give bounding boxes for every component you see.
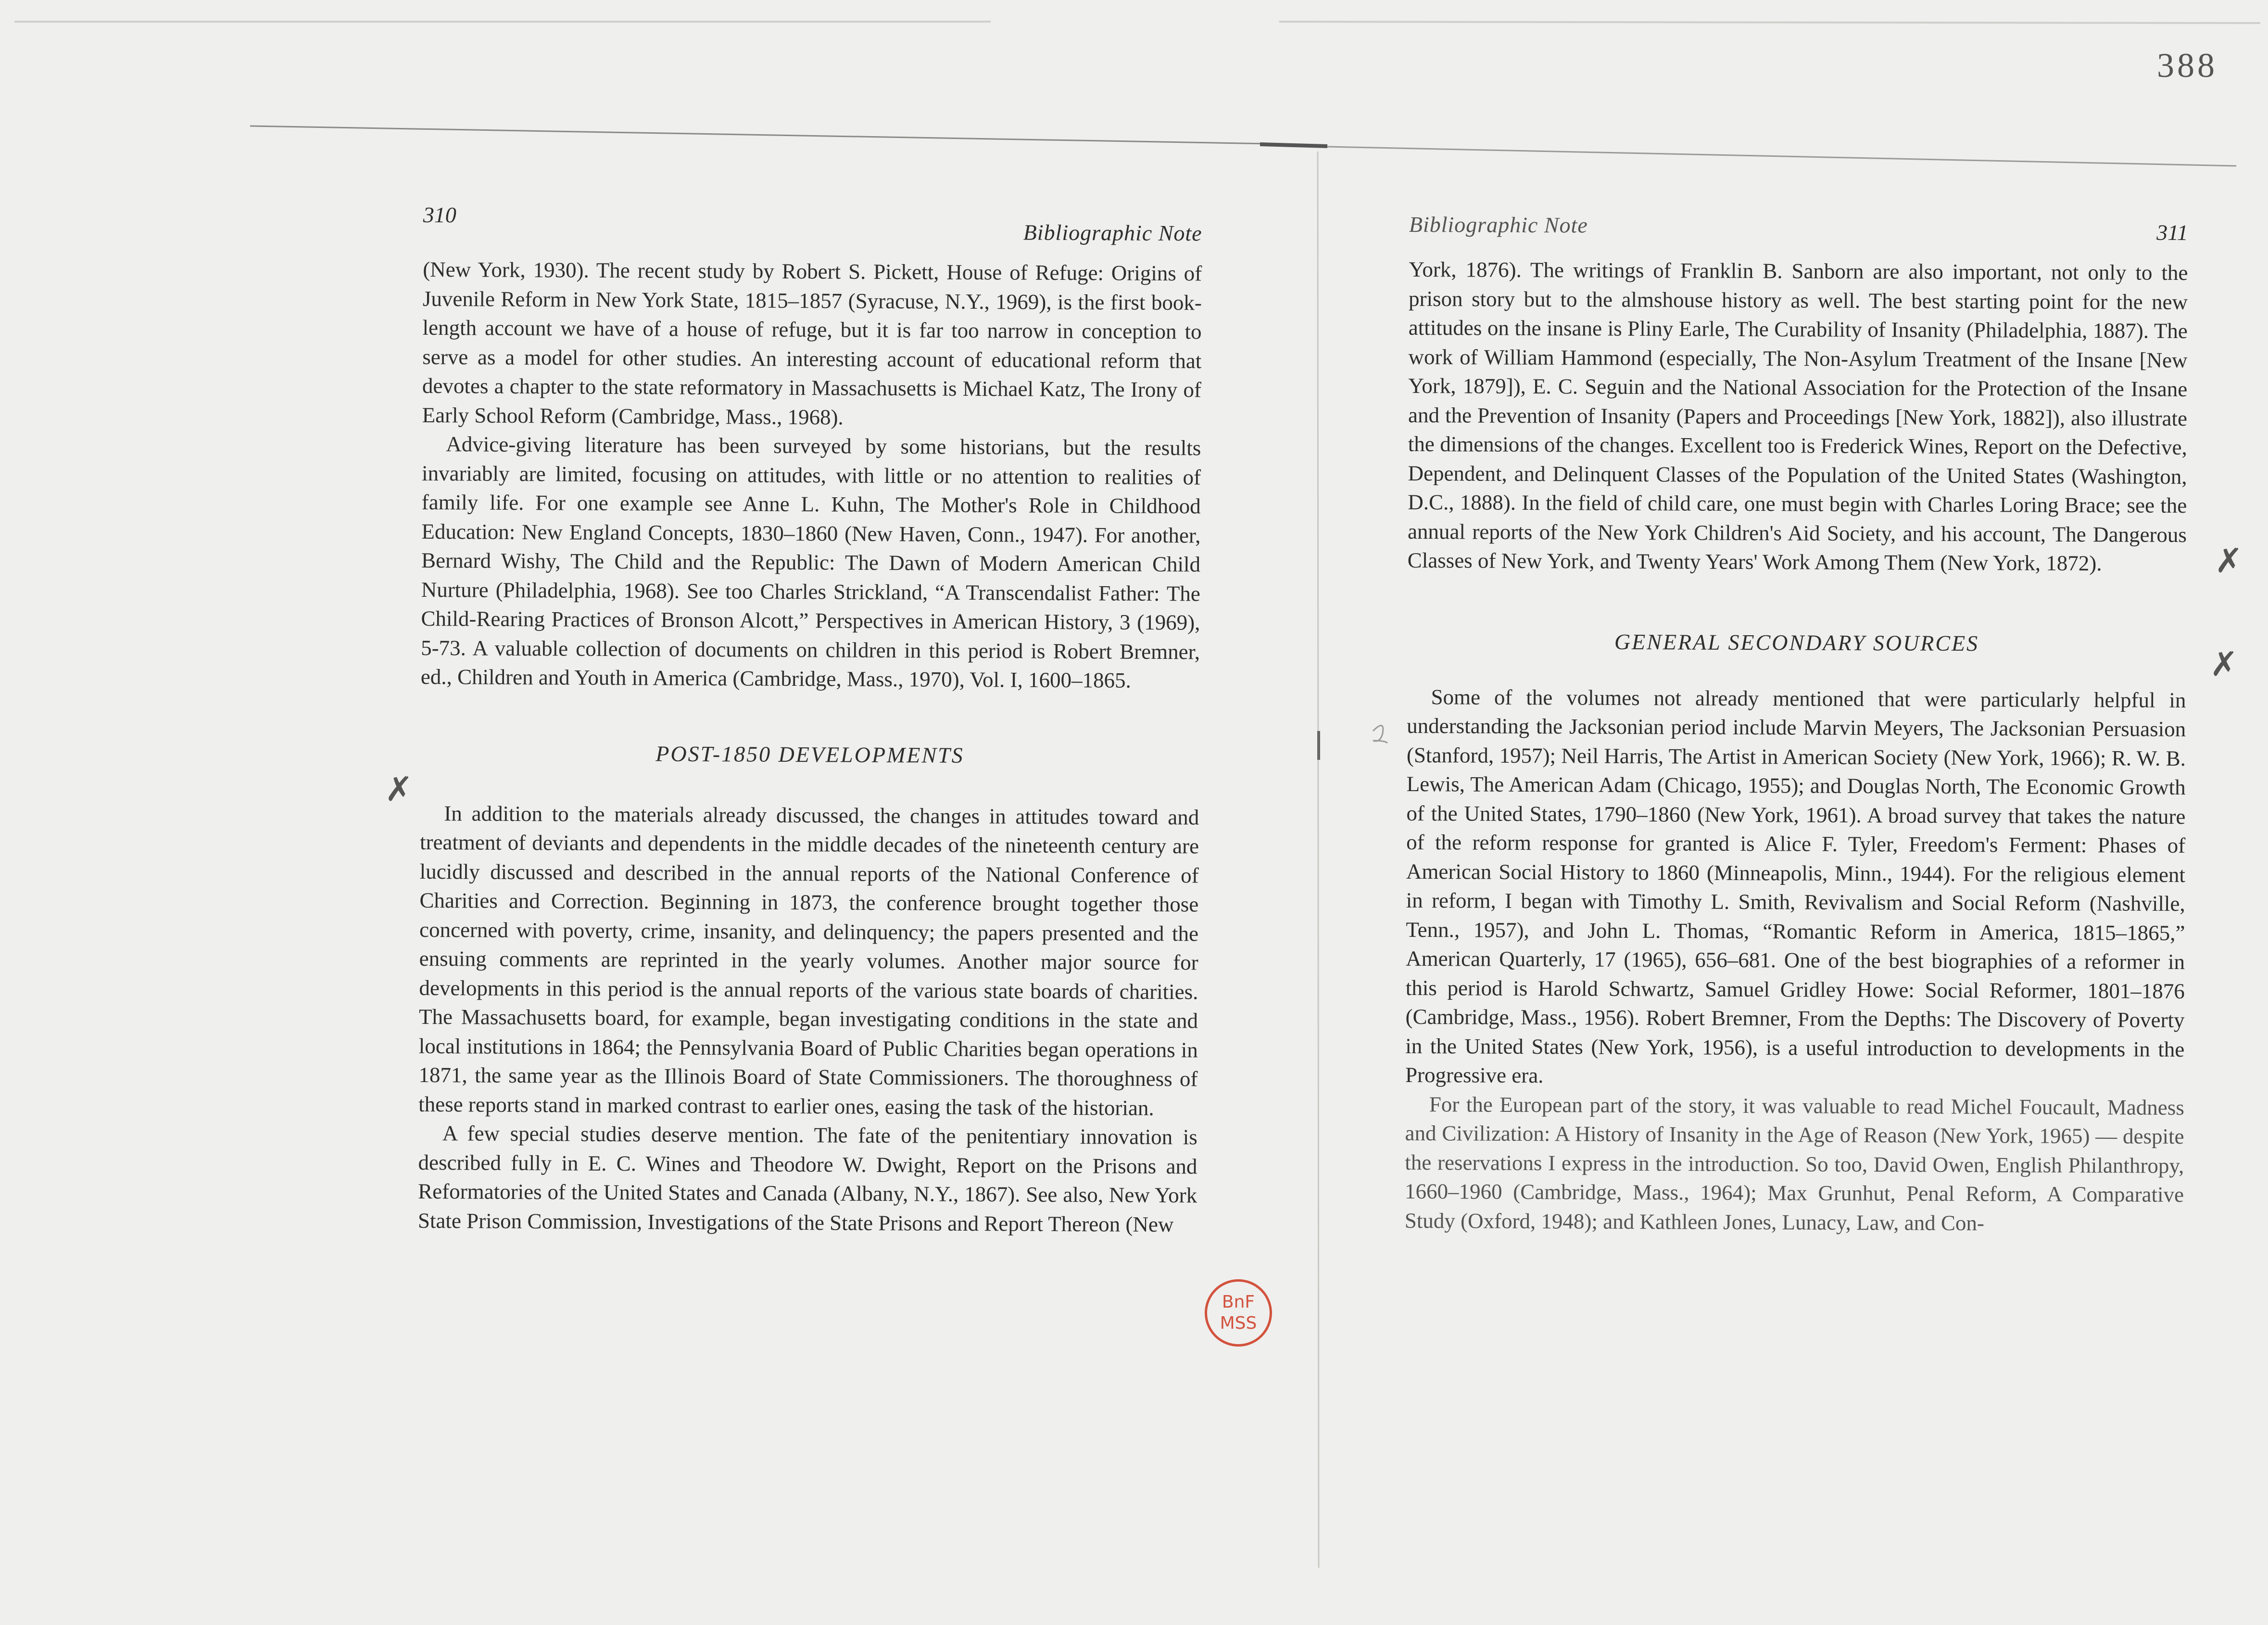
right-paragraph-3: For the European part of the story, it was valuable to read Michel Foucault, Madness and Civilization: A History of Insanity in the Age of Reason (New York, 1965) — despite the reservations I express in the introduction. So too, David Owen, English Philanthropy, 1660–1960 (Cambridge, Mass., 1964); Max Grunhut, Penal Reform, A Comparative Study (Oxford, 1948); and Kathleen Jones, Lunacy, Law, and Con- xyxy=(1404,1092,2184,1235)
right-book-page xyxy=(1405,202,2188,1238)
section-heading-post-1850: POST-1850 DEVELOPMENTS xyxy=(655,741,964,768)
left-margin-check-mark: ✗ xyxy=(385,769,413,809)
left-paragraph-2: Advice-giving literature has been surveyed by some historians, but the results invariably are limited, focusing on attitudes, with little or no attention to realities of family life. For one example see Anne L. Kuhn, The Mother's Role in Childhood Education: New England Concepts, 1830–1860 (New Haven, Conn., 1947). For another, Bernard Wishy, The Child and the Republic: The Dawn of Modern American Child Nurture (Philadelphia, 1968). See too Charles Strickland, “A Transcendalist Father: The Child-Rearing Practices of Bronson Alcott,” Perspectives in American History, 3 (1969), 5-73. A valuable collection of documents on children in this period is Robert Bremner, ed., Children and Youth in America (Cambridge, Mass., 1970), Vol. I, 1600–1865. xyxy=(420,432,1201,693)
archive-folio-number: 388 xyxy=(2157,46,2218,85)
stamp-line-1: BnF xyxy=(1222,1292,1255,1312)
right-running-title: Bibliographic Note xyxy=(1409,212,1588,238)
left-running-title: Bibliographic Note xyxy=(1023,220,1202,246)
right-paragraph-2: Some of the volumes not already mentioned that were particularly helpful in understanding the Jacksonian period include Marvin Meyers, The Jacksonian Persuasion (Stanford, 1957); Neil Harris, The Artist in American Society (New York, 1966); R. W. B. Lewis, The American Adam (Chicago, 1955); and Douglas North, The Economic Growth of the United States, 1790–1860 (New York, 1961). A broad survey that takes the nature of the reform response for granted is Alice F. Tyler, Freedom's Ferment: Phases of American Social History to 1860 (Minneapolis, Minn., 1944). For the religious element in reform, I began with Timothy L. Smith, Revivalism and Social Reform (Nashville, Tenn., 1957), and John L. Thomas, “Romantic Reform in America, 1815–1865,” American Quarterly, 17 (1965), 656–681. One of the best biographies of a reformer in this period is Harold Schwartz, Samuel Gridley Howe: Social Reformer, 1801–1876 (Cambridge, Mass., 1956). Robert Bremner, From the Depths: The Discovery of Poverty in the United States (New York, 1956), is a useful introduction to developments in the Progressive era. xyxy=(1405,684,2186,1088)
right-paragraph-1: York, 1876). The writings of Franklin B. Sanborn are also important, not only to the prison story but to the almshouse history as well. The best starting point for the new attitudes on the insane is Pliny Earle, The Curability of Insanity (Philadelphia, 1887). The work of William Hammond (especially, The Non-Asylum Treatment of the Insane [New York, 1879]), E. C. Seguin and the National Association for the Protection of the Insane and the Prevention of Insanity (Papers and Proceedings [New York, 1882]), also illustrate the dimensions of the changes. Excellent too is Frederick Wines, Report on the Defective, Dependent, and Delinquent Classes of the Population of the United States (Washington, D.C., 1888). In the field of child care, one must begin with Charles Loring Brace; see the annual reports of the New York Children's Aid Society, and his account, The Dangerous Classes of New York, and Twenty Years' Work Among Them (New York, 1872). xyxy=(1407,257,2188,576)
left-paragraph-3: In addition to the materials already discussed, the changes in attitudes toward and treatment of deviants and dependents in the middle decades of the nineteenth century are lucidly discussed and described in the annual reports of the National Conference of Charities and Correction. Beginning in 1873, the conference brought together those concerned with poverty, crime, insanity, and delinquency; the papers presented and the ensuing comments are reprinted in the yearly volumes. Another major source for developments in this period is the annual reports of the various state boards of charities. The Massachusetts board, for example, began investigating conditions in the state and local institutions in 1864; the Pennsylvania Board of Public Charities began operations in 1871, the same year as the Illinois Board of State Commissioners. The thoroughness of these reports stand in marked contrast to earlier ones, easing the task of the historian. xyxy=(418,801,1199,1120)
left-running-head xyxy=(423,202,1202,259)
section-heading-general-secondary-sources: GENERAL SECONDARY SOURCES xyxy=(1614,629,1979,655)
right-running-head xyxy=(1409,202,2188,258)
right-page-number: 311 xyxy=(2156,220,2188,245)
bnf-library-stamp xyxy=(1205,1279,1272,1347)
stamp-line-2: MSS xyxy=(1220,1313,1257,1333)
left-page-number: 310 xyxy=(423,202,456,227)
right-margin-x-mark-1: ✗ xyxy=(2215,541,2243,580)
left-book-page xyxy=(418,202,1202,1239)
left-paragraph-4: A few special studies deserve mention. The fate of the penitentiary innovation is described fully in E. C. Wines and Theodore W. Dwight, Report on the Prisons and Reformatories of the United States and Canada (Albany, N.Y., 1867). See also, New York State Prison Commission, Investigations of the State Prisons and Report Thereon (New xyxy=(417,1121,1197,1236)
left-paragraph-1: (New York, 1930). The recent study by Robert S. Pickett, House of Refuge: Origins of Juvenile Reform in New York State, 1815–1857 (Syracuse, N.Y., 1969), is the first book-length account we have of a house of refuge, but it is far too narrow in conception to serve as a model for other studies. An interesting account of educational reform that devotes a chapter to the state reformatory in Massachusetts is Michael Katz, The Irony of Early School Reform (Cambridge, Mass., 1968). xyxy=(422,257,1202,429)
right-margin-x-mark-2: ✗ xyxy=(2210,644,2238,684)
